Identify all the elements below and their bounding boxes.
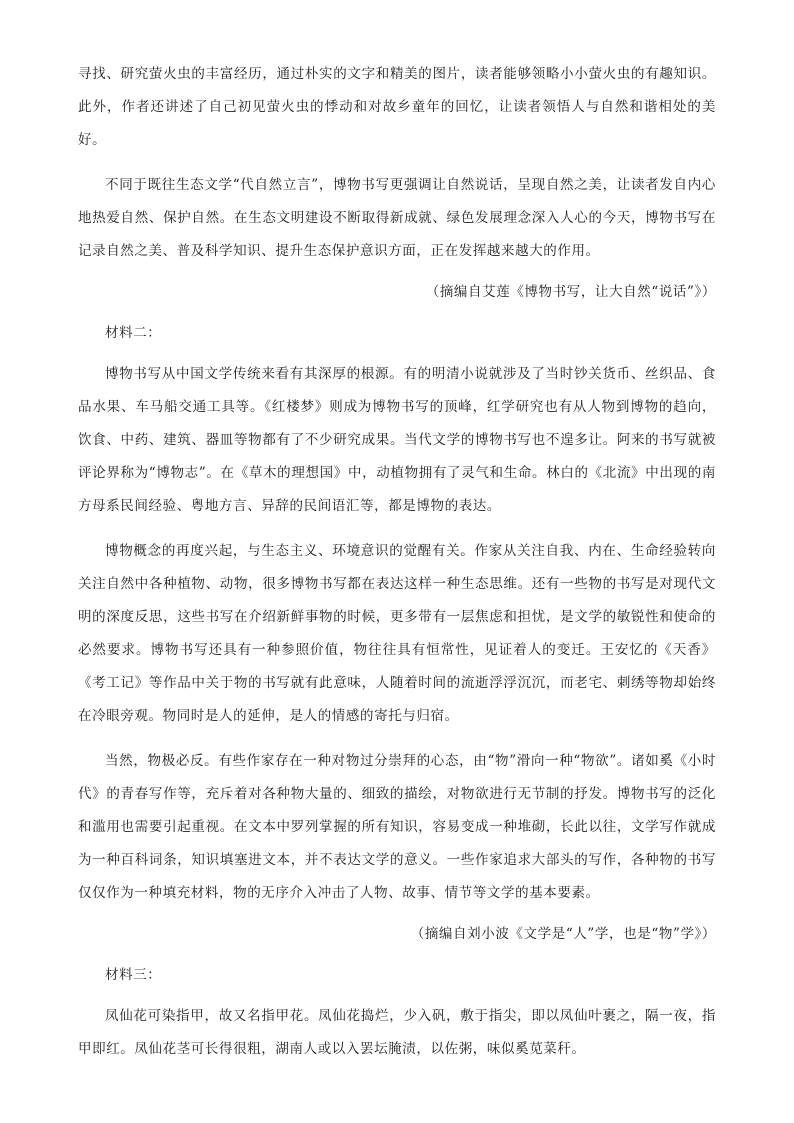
source-citation-1: （摘编自艾莲《博物书写，让大自然“说话”》）: [425, 284, 716, 300]
paragraph-nature-writing: 不同于既往生态文学“代自然立言”，博物书写更强调让自然说话，呈现自然之美，让读者发自内心地热爱自然、保护自然。在生态文明建设不断取得新成就、绿色发展理念深入人心的今天，博物书写在记录自然之美、普及科学知识、提升生态保护意识方面，正在发挥越来越大的作用。: [78, 177, 716, 259]
paragraph-balsam-flower: 凤仙花可染指甲，故又名指甲花。凤仙花捣烂，少入矾，敷于指尖，即以凤仙叶裹之，隔一夜，指甲即红。凤仙花茎可长得很粗，湖南人或以入罢坛腌渍，以佐粥，味似奚苋菜秆。: [78, 1008, 716, 1057]
paragraph-ecological-revival: 博物概念的再度兴起，与生态主义、环境意识的觉醒有关。作家从关注自我、内在、生命经验转向关注自然中各种植物、动物，很多博物书写都在表达这样一种生态思维。还有一些物的书写是对现代文明的深度反思，这些书写在介绍新鲜事物的时候，更多带有一层焦虑和担忧，是文学的敏锐性和使命的必然要求。博物书写还具有一种参照价值，物往往具有恒常性，见证着人的变迁。王安忆的《天香》《考工记》等作品中关于物的书写就有此意味，人随着时间的流逝浮浮沉沉，而老宅、刺绣等物却始终在冷眼旁观。物同时是人的延伸，是人的情感的寄托与归宿。: [78, 543, 716, 724]
paragraph-literary-roots: 博物书写从中国文学传统来看有其深厚的根源。有的明清小说就涉及了当时钞关货币、丝织品、食品水果、车马船交通工具等。《红楼梦》则成为博物书写的顶峰，红学研究也有从人物到博物的趋向，饮食、中药、建筑、器皿等物都有了不少研究成果。当代文学的博物书写也不遑多让。阿来的书写就被评论界称为“博物志”。在《草木的理想国》中，动植物拥有了灵气和生命。林白的《北流》中出现的南方母系民间经验、粤地方言、异辞的民间语汇等，都是博物的表达。: [78, 366, 716, 514]
paragraph-overuse-warning: 当然，物极必反。有些作家存在一种对物过分崇拜的心态，由“物”滑向一种“物欲”。诸如奚《小时代》的青春写作等，充斥着对各种物大量的、细致的描绘，对物欲进行无节制的抒发。博物书写的泛化和滥用也需要引起重视。在文本中罗列掌握的所有知识，容易变成一种堆砌，长此以往，文学写作就成为一种百科词条，知识填塞进文本，并不表达文学的意义。一些作家追求大部头的写作，各种物的书写仅仅作为一种填充材料，物的无序介入冲击了人物、故事、情节等文学的基本要素。: [78, 753, 716, 901]
section-heading-material-3: 材料三：: [105, 967, 162, 983]
paragraph-fireflies-continued: 寻找、研究萤火虫的丰富经历，通过朴实的文字和精美的图片，读者能够领略小小萤火虫的有趣知识。此外，作者还讲述了自己初见萤火虫的悸动和对故乡童年的回忆，让读者领悟人与自然和谐相处的美好。: [78, 66, 716, 148]
section-heading-material-2: 材料二：: [105, 325, 162, 341]
source-citation-2: （摘编自刘小波《文学是“人”学，也是“物”学》）: [410, 926, 716, 942]
